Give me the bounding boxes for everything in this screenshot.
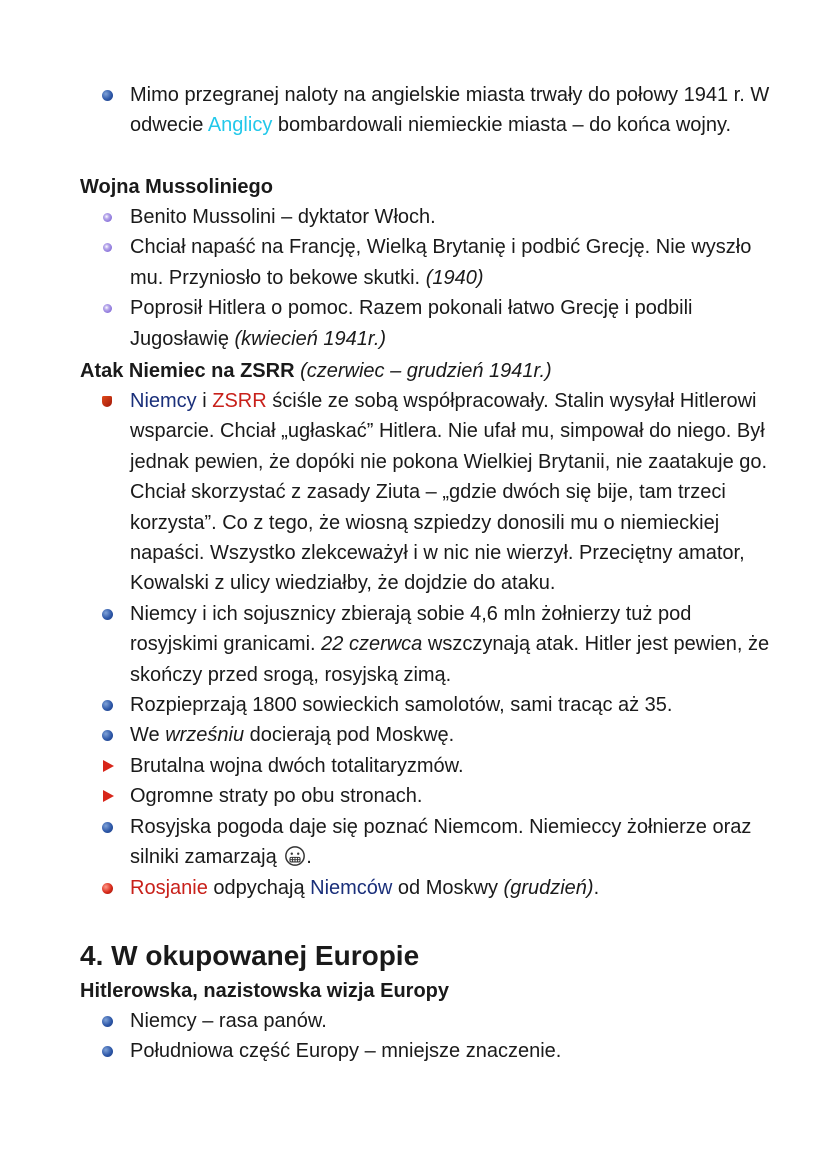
list-item: Chciał napaść na Francję, Wielką Brytanię i podbić Grecję. Nie wyszło mu. Przyniosło to bekowe skutki. (1940) <box>80 232 780 293</box>
circle-bullet-icon <box>102 822 113 833</box>
red-circle-bullet-icon <box>102 883 113 894</box>
list-item: Ogromne straty po obu stronach. <box>80 781 780 811</box>
chapter4-section <box>80 938 780 1067</box>
circle-bullet-icon <box>102 609 113 620</box>
list-item: Rozpieprzają 1800 sowieckich samolotów, sami tracąc aż 35. <box>80 690 780 720</box>
circle-bullet-icon <box>102 1016 113 1027</box>
section-heading: Hitlerowska, nazistowska wizja Europy <box>80 980 450 1002</box>
small-circle-bullet-icon <box>103 304 112 313</box>
list-item: Rosjanie odpychają Niemców od Moskwy (grudzień). <box>80 873 780 903</box>
list-item: Mimo przegranej naloty na angielskie miasta trwały do połowy 1941 r. W odwecie Anglicy bombardowali niemieckie miasta – do końca wojny. <box>80 80 780 141</box>
circle-bullet-icon <box>102 90 113 101</box>
flag-bullet-icon <box>103 790 114 802</box>
circle-bullet-icon <box>102 700 113 711</box>
section-heading: Atak Niemiec na ZSRR (czerwiec – grudzień 1941r.) <box>80 360 552 382</box>
list-item: Niemcy i ich sojusznicy zbierają sobie 4,6 mln żołnierzy tuż pod rosyjskimi granicami. 22 czerwca wszczynają atak. Hitler jest pewien, że skończy przed srogą, rosyjską zimą. <box>80 599 780 690</box>
flag-bullet-icon <box>103 760 114 772</box>
small-circle-bullet-icon <box>103 243 112 252</box>
freezing-face-icon <box>284 845 306 867</box>
circle-bullet-icon <box>102 730 113 741</box>
section-heading: Wojna Mussoliniego <box>80 176 273 198</box>
list-item: Brutalna wojna dwóch totalitaryzmów. <box>80 751 780 781</box>
list-item: Niemcy i ZSRR ściśle ze sobą współpracowały. Stalin wysyłał Hitlerowi wsparcie. Chciał „ugłaskać” Hitlera. Nie ufał mu, simpował do niego. Był jednak pewien, że dopóki nie pokona Wielkiej Brytanii, nie zaatakuje go. Chciał skorzystać z zasady Ziuta – „gdzie dwóch się bije, tam trzeci korzysta”. Co z tego, że wiosną szpiedzy donosili mu o niemieckiej napaści. Wszystko zlekceważył i w nic nie wierzył. Przeciętny amator, Kowalski z ulicy wiedziałby, że dojdzie do ataku. <box>80 386 780 599</box>
list-item: Południowa część Europy – mniejsze znaczenie. <box>80 1036 780 1066</box>
list-item: Benito Mussolini – dyktator Włoch. <box>80 202 780 232</box>
highlight-anglicy: Anglicy <box>207 114 273 137</box>
shield-bullet-icon <box>102 396 112 407</box>
zsrr-section <box>80 356 780 903</box>
list-item: We wrześniu docierają pod Moskwę. <box>80 720 780 750</box>
list-item: Rosyjska pogoda daje się poznać Niemcom. Niemieccy żołnierze oraz silniki zamarzają . <box>80 812 780 873</box>
chapter-title: 4. W okupowanej Europie <box>80 940 420 971</box>
circle-bullet-icon <box>102 1046 113 1057</box>
list-item: Poprosił Hitlera o pomoc. Razem pokonali łatwo Grecję i podbili Jugosławię (kwiecień 1941r.) <box>80 293 780 354</box>
small-circle-bullet-icon <box>103 213 112 222</box>
mussolini-section <box>80 172 780 354</box>
intro-list <box>80 80 780 141</box>
list-item: Niemcy – rasa panów. <box>80 1006 780 1036</box>
